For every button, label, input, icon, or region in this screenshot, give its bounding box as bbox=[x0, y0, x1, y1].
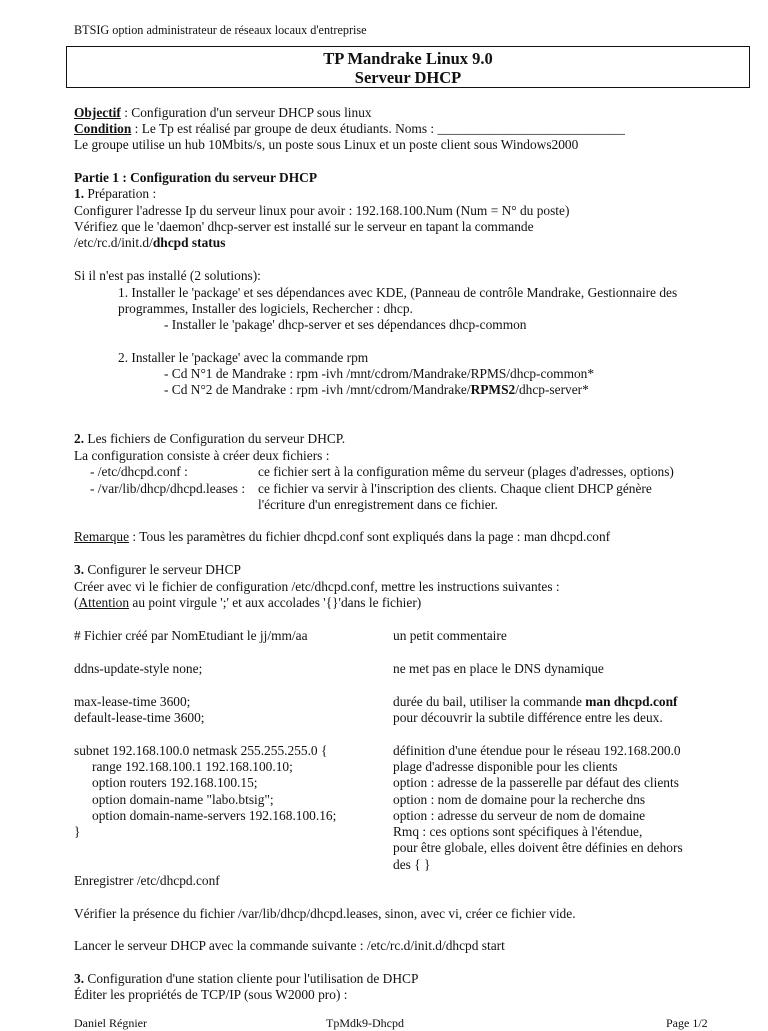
section3b-number: 3. bbox=[74, 971, 85, 986]
file1-name: - /etc/dhcpd.conf : bbox=[90, 464, 188, 479]
page-header: BTSIG option administrateur de réseaux locaux d'entreprise bbox=[74, 23, 367, 37]
rpm-path: - Cd N°2 de Mandrake : rpm -ivh /mnt/cdrom/Mandrake/ bbox=[164, 382, 471, 397]
file1-desc: ce fichier sert à la configuration même du serveur (plages d'adresses, options) bbox=[258, 464, 674, 479]
objectif-line bbox=[74, 105, 372, 121]
attention-label: Attention bbox=[78, 595, 130, 610]
section3-number: 3. bbox=[74, 562, 85, 577]
section1-line3 bbox=[74, 235, 225, 251]
objectif-label: Objectif bbox=[74, 105, 121, 120]
desc-comment: un petit commentaire bbox=[393, 628, 507, 643]
section3-line1: Créer avec vi le fichier de configuration /etc/dhcpd.conf, mettre les instructions suivantes : bbox=[74, 579, 560, 594]
desc-rmq-2: pour être globale, elles doivent être définies en dehors bbox=[393, 840, 683, 855]
config-routers: option routers 192.168.100.15; bbox=[92, 775, 258, 790]
section3-title: Configurer le serveur DHCP bbox=[84, 562, 241, 577]
remarque-label: Remarque bbox=[74, 529, 130, 544]
option1-line1: 1. Installer le 'package' et ses dépendances avec KDE, (Panneau de contrôle Mandrake, Gestionnaire des bbox=[118, 285, 678, 300]
desc-rmq-3: des { } bbox=[393, 857, 431, 872]
config-domain-name: option domain-name "labo.btsig"; bbox=[92, 792, 274, 807]
groupe-line: Le groupe utilise un hub 10Mbits/s, un poste sous Linux et un poste client sous Windows2000 bbox=[74, 137, 579, 152]
option2-line1: 2. Installer le 'package' avec la commande rpm bbox=[118, 350, 369, 365]
rpm-file: /dhcp-server* bbox=[515, 382, 589, 397]
title-line-1: TP Mandrake Linux 9.0 bbox=[323, 49, 493, 68]
section2-number: 2. bbox=[74, 431, 85, 446]
desc-range: plage d'adresse disponible pour les clients bbox=[393, 759, 618, 774]
section2-heading bbox=[74, 431, 345, 447]
remarque-text: : Tous les paramètres du fichier dhcpd.conf sont expliqués dans la page : man dhcpd.conf bbox=[129, 529, 611, 544]
desc-max-lease bbox=[393, 694, 678, 710]
enregistrer-line: Enregistrer /etc/dhcpd.conf bbox=[74, 873, 220, 888]
option2-line2: - Cd N°1 de Mandrake : rpm -ivh /mnt/cdrom/Mandrake/RPMS/dhcp-common* bbox=[164, 366, 595, 381]
option1-line2: programmes, Installer des logiciels, Rechercher : dhcp. bbox=[118, 301, 413, 316]
title-box bbox=[66, 46, 750, 88]
condition-text: : Le Tp est réalisé par groupe de deux étudiants. Noms : ____________________________ bbox=[131, 121, 625, 136]
remarque-line bbox=[74, 529, 610, 545]
footer-file: TpMdk9-Dhcpd bbox=[326, 1016, 404, 1030]
verifier-line: Vérifier la présence du fichier /var/lib/dhcp/dhcpd.leases, sinon, avec vi, créer ce fichier vide. bbox=[74, 906, 576, 921]
desc-routers: option : adresse de la passerelle par défaut des clients bbox=[393, 775, 679, 790]
condition-line bbox=[74, 121, 625, 137]
desc-subnet: définition d'une étendue pour le réseau 192.168.200.0 bbox=[393, 743, 681, 758]
objectif-text: : Configuration d'un serveur DHCP sous linux bbox=[120, 105, 372, 120]
desc-dns: option : adresse du serveur de nom de domaine bbox=[393, 808, 646, 823]
desc-domain-name: option : nom de domaine pour la recherche dns bbox=[393, 792, 646, 807]
rpm-dir: RPMS2 bbox=[470, 382, 516, 397]
section2-line1: La configuration consiste à créer deux fichiers : bbox=[74, 448, 330, 463]
lancer-line: Lancer le serveur DHCP avec la commande suivante : /etc/rc.d/init.d/dhcpd start bbox=[74, 938, 505, 953]
config-ddns: ddns-update-style none; bbox=[74, 661, 203, 676]
partie1-title: Partie 1 : Configuration du serveur DHCP bbox=[74, 170, 317, 185]
section1-line2: Vérifiez que le 'daemon' dhcp-server est installé sur le serveur en tapant la commande bbox=[74, 219, 534, 234]
section3-line2 bbox=[74, 595, 421, 611]
section1-line1: Configurer l'adresse Ip du serveur linux pour avoir : 192.168.100.Num (Num = N° du poste) bbox=[74, 203, 570, 218]
config-dns: option domain-name-servers 192.168.100.16; bbox=[92, 808, 337, 823]
section2-title: Les fichiers de Configuration du serveur DHCP. bbox=[84, 431, 346, 446]
section3b-heading bbox=[74, 971, 418, 987]
section1-heading bbox=[74, 186, 156, 202]
section1-number: 1. bbox=[74, 186, 85, 201]
condition-label: Condition bbox=[74, 121, 132, 136]
option1-line3: - Installer le 'pakage' dhcp-server et ses dépendances dhcp-common bbox=[164, 317, 527, 332]
desc-default-lease: pour découvrir la subtile différence entre les deux. bbox=[393, 710, 663, 725]
desc-ddns: ne met pas en place le DNS dynamique bbox=[393, 661, 604, 676]
desc-rmq-1: Rmq : ces options sont spécifiques à l'étendue, bbox=[393, 824, 643, 839]
section3b-title: Configuration d'une station cliente pour l'utilisation de DHCP bbox=[84, 971, 419, 986]
section3-heading bbox=[74, 562, 241, 578]
attention-text: au point virgule ';' et aux accolades '{}'dans le fichier) bbox=[129, 595, 422, 610]
file2-desc-2: l'écriture d'un enregistrement dans ce fichier. bbox=[258, 497, 498, 512]
option2-line3 bbox=[164, 382, 589, 398]
config-subnet: subnet 192.168.100.0 netmask 255.255.255.0 { bbox=[74, 743, 328, 758]
file2-desc: ce fichier va servir à l'inscription des clients. Chaque client DHCP génère bbox=[258, 481, 652, 496]
config-max-lease: max-lease-time 3600; bbox=[74, 694, 191, 709]
command-name: dhcpd status bbox=[152, 235, 226, 250]
section3b-line1: Éditer les propriétés de TCP/IP (sous W2000 pro) : bbox=[74, 987, 348, 1002]
footer-author: Daniel Régnier bbox=[74, 1016, 147, 1030]
title-line-2: Serveur DHCP bbox=[354, 68, 462, 87]
desc-max-command: man dhcpd.conf bbox=[585, 694, 678, 709]
desc-max-text: durée du bail, utiliser la commande bbox=[393, 694, 586, 709]
config-default-lease: default-lease-time 3600; bbox=[74, 710, 205, 725]
si-line: Si il n'est pas installé (2 solutions): bbox=[74, 268, 261, 283]
config-range: range 192.168.100.1 192.168.100.10; bbox=[92, 759, 293, 774]
command-path: /etc/rc.d/init.d/ bbox=[74, 235, 153, 250]
file2-name: - /var/lib/dhcp/dhcpd.leases : bbox=[90, 481, 246, 496]
config-comment: # Fichier créé par NomEtudiant le jj/mm/aa bbox=[74, 628, 308, 643]
section1-title: Préparation : bbox=[84, 186, 157, 201]
config-close-brace: } bbox=[74, 824, 81, 839]
paren-open: ( bbox=[74, 595, 79, 610]
footer-page: Page 1/2 bbox=[666, 1016, 708, 1030]
